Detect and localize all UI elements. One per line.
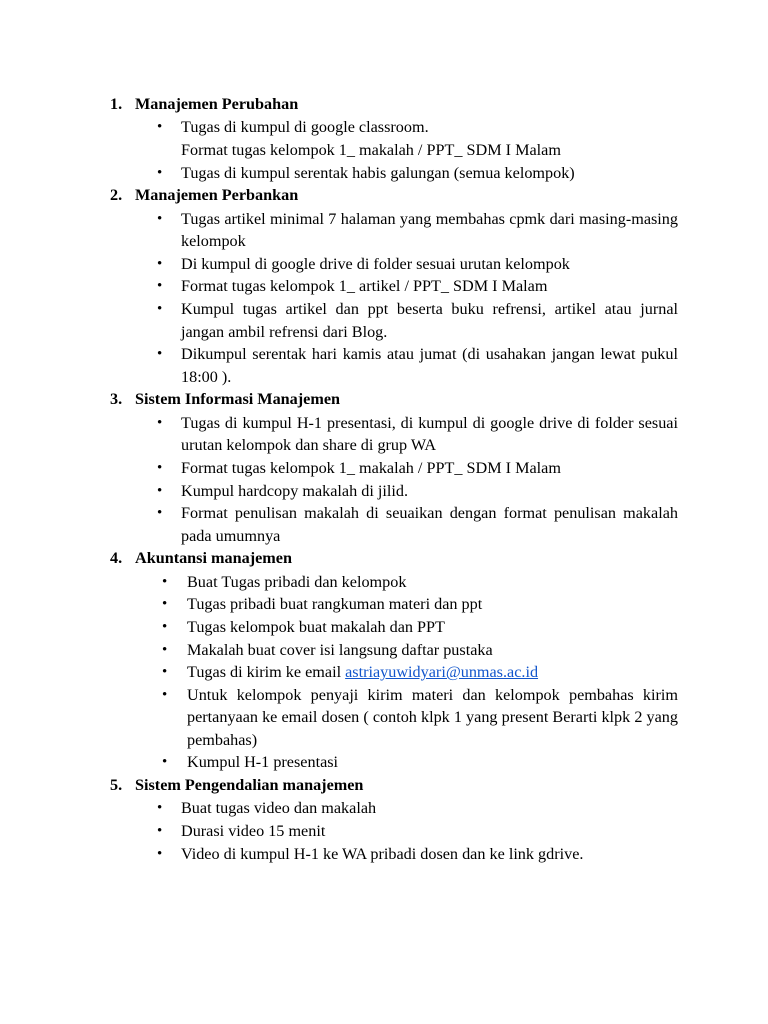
- item-text: Tugas di kirim ke email: [187, 663, 346, 682]
- bullet-icon: •: [162, 573, 168, 590]
- section-number: 4.: [110, 549, 123, 568]
- item-text: Tugas di kumpul di google classroom.: [181, 118, 429, 137]
- email-link[interactable]: astriayuwidyari@unmas.ac.id: [345, 663, 539, 682]
- item-text: Video di kumpul H-1 ke WA pribadi dosen dan ke link gdrive.: [181, 844, 584, 863]
- list-item: [0, 208, 768, 253]
- item-text: Format tugas kelompok 1_ makalah / PPT_ SDM I Malam: [181, 458, 561, 477]
- list-item: [0, 275, 768, 298]
- list-item: [0, 253, 768, 276]
- section-heading: [0, 93, 768, 116]
- section-manajemen-perbankan: [0, 184, 768, 388]
- item-text: Di kumpul di google drive di folder sesuai urutan kelompok: [181, 254, 570, 273]
- bullet-icon: •: [162, 664, 168, 681]
- section-heading: [0, 184, 768, 207]
- list-item: [0, 797, 768, 820]
- bullet-icon: •: [162, 618, 168, 635]
- section-title: Sistem Informasi Manajemen: [135, 390, 341, 409]
- list-item: [0, 684, 768, 752]
- bullet-icon: •: [162, 686, 168, 703]
- section-number: 5.: [110, 776, 123, 795]
- item-text: Tugas kelompok buat makalah dan PPT: [187, 617, 445, 636]
- bullet-icon: •: [157, 164, 163, 181]
- bullet-icon: •: [157, 482, 163, 499]
- section-number: 1.: [110, 95, 123, 113]
- item-text: Buat tugas video dan makalah: [181, 799, 377, 818]
- list-item: [0, 457, 768, 480]
- item-text: Tugas di kumpul H-1 presentasi, di kumpul di google drive di folder sesuai urutan kelompok dan share di grup WA: [181, 413, 678, 455]
- item-text: Makalah buat cover isi langsung daftar pustaka: [187, 640, 493, 659]
- bullet-icon: •: [157, 800, 163, 817]
- section-title: Sistem Pengendalian manajemen: [135, 776, 364, 795]
- bullet-list: [0, 412, 768, 548]
- section-heading: [0, 774, 768, 797]
- bullet-icon: •: [157, 845, 163, 862]
- section-number: 3.: [110, 390, 123, 409]
- bullet-icon: •: [157, 300, 163, 317]
- list-item: [0, 820, 768, 843]
- bullet-icon: •: [157, 210, 163, 227]
- item-text: Tugas pribadi buat rangkuman materi dan ppt: [187, 595, 483, 614]
- list-item: [0, 661, 768, 684]
- item-text: Kumpul tugas artikel dan ppt beserta buku refrensi, artikel atau jurnal jangan ambil refrensi dari Blog.: [181, 299, 678, 341]
- section-manajemen-perubahan: [0, 93, 768, 184]
- item-text: Kumpul H-1 presentasi: [187, 753, 339, 772]
- item-text: Format tugas kelompok 1_ artikel / PPT_ SDM I Malam: [181, 277, 548, 296]
- bullet-icon: •: [162, 754, 168, 771]
- bullet-list: [0, 208, 768, 389]
- list-item: [0, 502, 768, 547]
- list-item: [0, 751, 768, 774]
- list-item: [0, 162, 768, 185]
- item-text: Durasi video 15 menit: [181, 822, 326, 841]
- list-item: [0, 412, 768, 457]
- section-number: 2.: [110, 186, 123, 205]
- bullet-icon: •: [157, 119, 163, 136]
- bullet-icon: •: [157, 255, 163, 272]
- section-title: Manajemen Perbankan: [135, 186, 299, 205]
- document-body: [0, 93, 768, 865]
- list-item: [0, 480, 768, 503]
- list-item: [0, 343, 768, 388]
- list-item: [0, 116, 768, 161]
- bullet-icon: •: [157, 823, 163, 840]
- item-text: Buat Tugas pribadi dan kelompok: [187, 572, 407, 591]
- item-text: Kumpul hardcopy makalah di jilid.: [181, 481, 409, 500]
- bullet-icon: •: [157, 346, 163, 363]
- item-text: Tugas artikel minimal 7 halaman yang membahas cpmk dari masing-masing kelompok: [181, 209, 678, 251]
- bullet-icon: •: [162, 596, 168, 613]
- list-item: [0, 593, 768, 616]
- section-akuntansi-manajemen: [0, 547, 768, 774]
- bullet-list: [0, 797, 768, 865]
- section-title: Manajemen Perubahan: [135, 95, 299, 113]
- item-text: Tugas di kumpul serentak habis galungan (semua kelompok): [181, 163, 575, 182]
- bullet-icon: •: [157, 505, 163, 522]
- bullet-icon: •: [157, 278, 163, 295]
- section-sistem-informasi-manajemen: [0, 388, 768, 547]
- bullet-list: [0, 571, 768, 774]
- list-item: [0, 639, 768, 662]
- section-title: Akuntansi manajemen: [135, 549, 292, 568]
- item-text: Format penulisan makalah di seuaikan dengan format penulisan makalah pada umumnya: [181, 504, 678, 545]
- bullet-icon: •: [157, 459, 163, 476]
- list-item: [0, 843, 768, 866]
- list-item: [0, 298, 768, 343]
- section-heading: [0, 547, 768, 570]
- list-item: [0, 616, 768, 639]
- list-item: [0, 571, 768, 594]
- item-text-continued: Format tugas kelompok 1_ makalah / PPT_ SDM I Malam: [181, 141, 561, 159]
- item-text: Untuk kelompok penyaji kirim materi dan kelompok pembahas kirim pertanyaan ke email dosen ( contoh klpk 1 yang present Berarti klpk 2 yang pembahas): [187, 685, 678, 749]
- bullet-icon: •: [157, 414, 163, 431]
- bullet-list: [0, 116, 768, 184]
- item-text: Dikumpul serentak hari kamis atau jumat (di usahakan jangan lewat pukul 18:00 ).: [181, 345, 678, 386]
- section-heading: [0, 388, 768, 411]
- bullet-icon: •: [162, 641, 168, 658]
- section-sistem-pengendalian-manajemen: [0, 774, 768, 865]
